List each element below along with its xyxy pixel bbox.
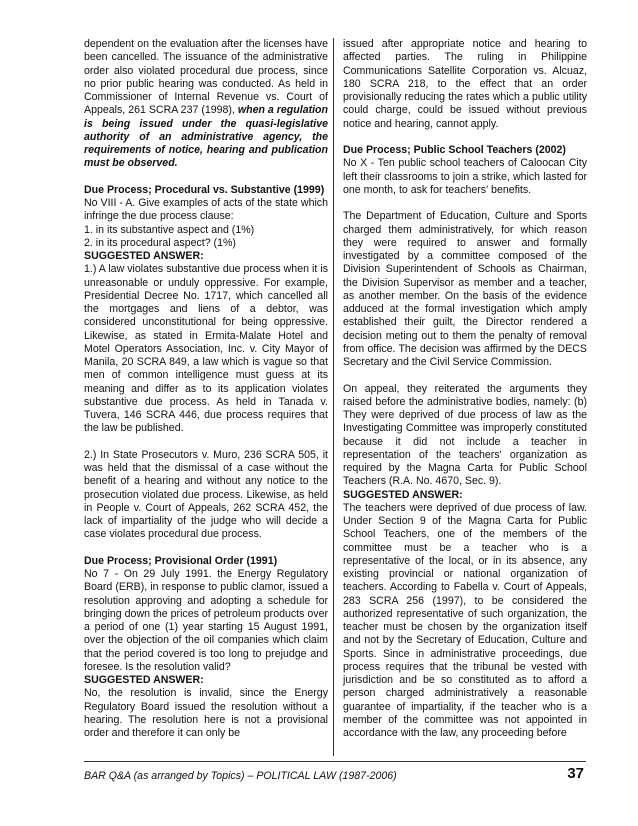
running-footer: BAR Q&A (as arranged by Topics) – POLITICAL LAW (1987-2006) — [84, 770, 397, 782]
answer-text: 2.) In State Prosecutors v. Muro, 236 SCRA 505, it was held that the dismissal of a case without the benefit of a hearing and without any notice to the prosecution violated due process. Likewise, as held in People v. Court of Appeals, 262 SCRA 452, the lack of impartiality of the judge who will decide a case violates procedural due process. — [84, 448, 328, 541]
question-text: No X - Ten public school teachers of Caloocan City left their classrooms to join a strike, which lasted for one month, to ask for teachers' benefits. — [343, 157, 587, 196]
section-heading: Due Process; Procedural vs. Substantive (1999) — [84, 183, 325, 196]
section-heading: Due Process; Provisional Order (1991) — [84, 554, 278, 567]
italic-holding: when a regulation is being issued under the quasi-legislative authority of an administrative agency, the requirements of notice, hearing and publication must be observed. — [84, 104, 328, 170]
paragraph-text: dependent on the evaluation after the licenses have been cancelled. The issuance of the administrative order also violated procedural due process, since no prior public hearing was conducted. As held in Commissioner of Internal Revenue vs. Court of Appeals, 261 SCRA 237 (1998), — [84, 38, 328, 117]
list-item: 1. in its substantive aspect and (1%) — [84, 223, 255, 236]
left-column — [84, 38, 328, 740]
footer-rule — [84, 761, 586, 762]
paragraph: issued after appropriate notice and hearing to affected parties. The ruling in Philippine Communications Satellite Corporation vs. Alcuaz, 180 SCRA 218, to the effect that an order provisionally reducing the rates which a public utility could charge, could be issued without previous notice and hearing, cannot apply. — [343, 38, 587, 130]
question-text: The Department of Education, Culture and Sports charged them administratively, for which reason they were required to answer and formally investigated by a committee composed of the Division Superintendent of Schools as Chairman, the Division Supervisor as member and a teacher, as another member. On the basis of the evidence adduced at the formal investigation which amply established their guilt, the Director rendered a decision meting out to them the penalty of removal from office. The decision was affirmed by the DECS Secretary and the Civil Service Commission. — [343, 210, 587, 368]
answer-text: 1.) A law violates substantive due process when it is unreasonable or unduly oppressive. For example, Presidential Decree No. 1717, which cancelled all the mortgages and liens of a debtor, was considered unconstitutional for being oppressive. Likewise, as stated in Ermita-Malate Hotel and Motel Operators Association, Inc. v. City Mayor of Manila, 20 SCRA 849, a law which is vague so that men of common intelligence must guess at its meaning and differ as to its application violates substantive due process. As held in Tanada v. Tuvera, 146 SCRA 446, due process requires that the law be published. — [84, 263, 328, 435]
column-divider — [333, 38, 334, 756]
answer-text: No, the resolution is invalid, since the Energy Regulatory Board issued the resolution without a hearing. The resolution here is not a provisional order and therefore it can only be — [84, 687, 328, 739]
suggested-answer-label: SUGGESTED ANSWER: — [343, 488, 463, 501]
right-column — [343, 38, 587, 740]
list-item: 2. in its procedural aspect? (1%) — [84, 236, 236, 249]
question-text: No VIII - A. Give examples of acts of the state which infringe the due process clause: — [84, 197, 328, 223]
answer-text: The teachers were deprived of due process of law. Under Section 9 of the Magna Carta for Public School Teachers, one of the members of the committee must be a teacher who is a representative of the local, or in its absence, any existing provincial or national organization of teachers. According to Fabella v. Court of Appeals, 283 SCRA 256 (1997), to be considered the authorized representative of such organization, the teacher must be chosen by the organization itself and not by the Secretary of Education, Culture and Sports. Since in administrative proceedings, due process requires that the tribunal be vested with jurisdiction and be so constituted as to afford a person charged administratively a reasonable guarantee of impartiality, if the teacher who is a member of the committee was not appointed in accordance with the law, any proceeding before — [343, 501, 587, 739]
section-heading: Due Process; Public School Teachers (2002) — [343, 144, 566, 156]
suggested-answer-label: SUGGESTED ANSWER: — [84, 674, 204, 686]
suggested-answer-label: SUGGESTED ANSWER: — [84, 250, 204, 262]
question-text: On appeal, they reiterated the arguments they raised before the administrative bodies, namely: (b) They were deprived of due process of law as the Investigating Committee was improperly constituted because it did not include a teacher in representation of the teachers' organization as required by the Magna Carta for Public School Teachers (R.A. No. 4670, Sec. 9). — [343, 382, 587, 488]
page-number: 37 — [567, 765, 584, 782]
question-text: No 7 - On 29 July 1991. the Energy Regulatory Board (ERB), in response to public clamor, issued a resolution approving and adopting a schedule for bringing down the prices of petroleum products over a period of one (1) year starting 15 August 1991, over the objection of the oil companies which claim that the period covered is too long to prejudge and foresee. Is the resolution valid? — [84, 568, 328, 673]
paragraph — [84, 38, 328, 171]
